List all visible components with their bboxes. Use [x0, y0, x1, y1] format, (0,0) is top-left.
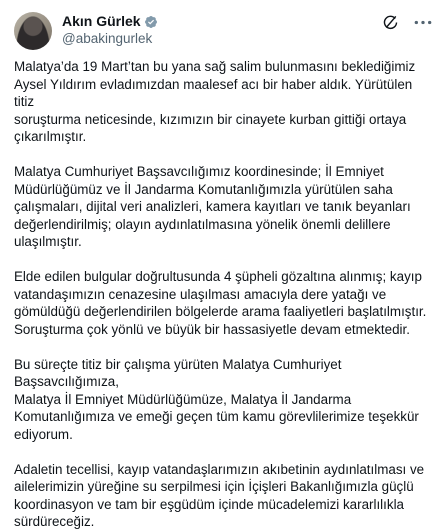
- tweet-paragraph-5: Adaletin tecellisi, kayıp vatandaşlarımızın akıbetinin aydınlatılması ve ailelerimizin yüreğine su serpilmesi için İçişleri Bakanlığımızla güçlü koordinasyon ve tam bir eşgüdüm içinde mücadelemizi kararlılıkla sürdüreceğiz.: [14, 461, 425, 529]
- tweet-paragraph-4: Bu süreçte titiz bir çalışma yürüten Malatya Cumhuriyet Başsavcılığımıza, Malatya İl Emniyet Müdürlüğümüze, Malatya İl Jandarma Komutanlığımıza ve emeği geçen tüm kamu görevlilerimize teşekkür ediyorum.: [14, 356, 419, 442]
- author-display-name[interactable]: Akın Gürlek: [62, 13, 141, 29]
- author-info: [62, 10, 158, 47]
- author-handle[interactable]: @abakingurlek: [62, 31, 153, 46]
- tweet-paragraph-2: Malatya Cumhuriyet Başsavcılığımız koordinesinde; İl Emniyet Müdürlüğümüz ve İl Jandarma Komutanlığımızla yürütülen saha çalışmaları, dijital veri analizleri, kamera kayıtları ve tanık beyanları değerlendirilmiş; olayın aydınlatılmasına yönelik önemli delillere ulaşılmıştır.: [14, 164, 411, 249]
- verified-badge-icon: [144, 15, 158, 29]
- tweet-body: [14, 58, 433, 531]
- more-options-icon[interactable]: [413, 14, 433, 31]
- grok-icon[interactable]: [382, 14, 399, 31]
- tweet-header: [14, 10, 433, 56]
- avatar[interactable]: [14, 12, 52, 50]
- tweet-paragraph-1: Malatya’da 19 Mart’tan bu yana sağ salim bulunmasını beklediğimiz Aysel Yıldırım evladımızdan maalesef acı bir haber aldık. Yürütülen titiz soruşturma neticesinde, kızımızın bir cinayete kurban gittiği ortaya çıkarılmıştır.: [14, 59, 416, 144]
- name-row: [62, 13, 158, 30]
- tweet-paragraph-3: Elde edilen bulgular doğrultusunda 4 şüpheli gözaltına alınmış; kayıp vatandaşımızın cenazesine ulaşılması amacıyla dere yatağı ve gömüldüğü değerlendirilen bölgelerde arama faaliyetleri başlatılmıştır. Soruşturma çok yönlü ve büyük bir hassasiyetle devam etmektedir.: [14, 269, 427, 337]
- header-actions: [382, 14, 433, 31]
